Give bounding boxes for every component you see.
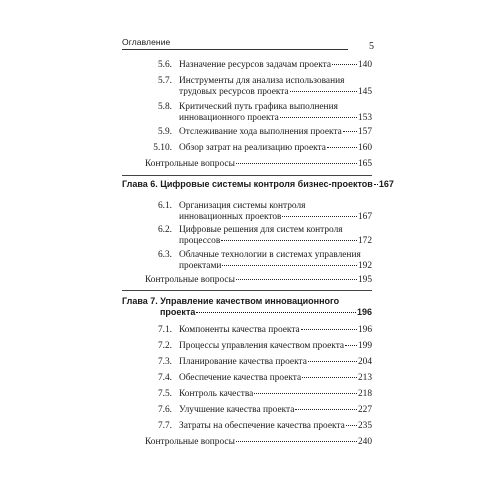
dot-leader: [236, 163, 357, 164]
toc-page-number: 167: [357, 211, 372, 222]
toc-entry-body: [179, 76, 372, 97]
dot-leader: [301, 329, 357, 330]
toc-entry-body: [179, 405, 372, 416]
toc-page-number: 227: [357, 405, 372, 415]
dot-leader: [327, 147, 357, 148]
toc-page-number: 240: [357, 437, 372, 447]
toc-entry-text: Контрольные вопросы: [145, 159, 235, 169]
toc-page-number: 160: [357, 143, 372, 153]
toc-entry-body: [179, 60, 372, 71]
toc-entry-text: Цифровые решения для систем контроля: [179, 225, 343, 235]
dot-leader: [280, 117, 357, 118]
toc-entry-body: [179, 102, 372, 123]
dot-leader: [290, 91, 357, 92]
toc-entry-body: [179, 421, 372, 432]
dot-leader: [295, 409, 357, 410]
dot-leader: [222, 265, 357, 266]
toc-chapter-entry[interactable]: [122, 179, 394, 190]
dot-leader: [345, 345, 357, 346]
toc-chapter-entry[interactable]: [122, 296, 372, 318]
section-number: 5.8.: [157, 102, 172, 112]
toc-page-number: 196: [356, 307, 372, 317]
dot-leader: [254, 393, 357, 394]
toc-page-number: 204: [357, 357, 372, 367]
dot-leader: [343, 131, 357, 132]
dot-leader: [308, 361, 357, 362]
toc-entry-text: Глава 6. Цифровые системы контроля бизнес-проектов: [122, 179, 373, 189]
section-number: 7.4.: [157, 373, 172, 383]
toc-entry-body: [145, 159, 372, 170]
toc-entry-text: Обзор затрат на реализацию проекта: [179, 143, 326, 153]
toc-page-number: 157: [357, 127, 372, 137]
toc-page-number: 167: [378, 179, 394, 189]
chapter-separator: [122, 290, 372, 291]
dot-leader: [374, 184, 378, 185]
toc-page-number: 140: [357, 60, 372, 70]
toc-entry-text: Улучшение качества проекта: [179, 405, 295, 415]
toc-entry-text: процессов: [179, 235, 221, 246]
section-number: 5.7.: [157, 76, 172, 86]
toc-entry-text: инновационных проектов: [179, 211, 282, 222]
toc-page-number: 172: [357, 235, 372, 246]
dot-leader: [196, 312, 356, 313]
toc-entry-text: Компоненты качества проекта: [179, 325, 300, 335]
chapter-separator: [122, 175, 372, 176]
toc-entry-body: [179, 225, 372, 246]
toc-page-number: 195: [357, 275, 372, 285]
toc-entry-text: Глава 7. Управление качеством инновационного: [122, 296, 340, 306]
dot-leader: [236, 441, 357, 442]
toc-entry-text: Инструменты для анализа использования: [179, 76, 345, 86]
section-number: 7.3.: [157, 357, 172, 367]
toc-entry-body: [145, 275, 372, 286]
section-number: 6.3.: [157, 250, 172, 260]
toc-entry-body: [179, 373, 372, 384]
dot-leader: [221, 240, 357, 241]
toc-page-number: 196: [357, 325, 372, 335]
dot-leader: [236, 279, 357, 280]
dot-leader: [302, 377, 357, 378]
toc-page-number: 213: [357, 373, 372, 383]
section-number: 5.10.: [153, 143, 172, 153]
header-rule: [122, 49, 348, 50]
page-header: [122, 37, 372, 51]
section-number: 7.6.: [157, 405, 172, 415]
toc-entry-text: Облачные технологии в системах управления: [179, 250, 361, 260]
section-number: 6.1.: [157, 201, 172, 211]
toc-entry-text: Планирование качества проекта: [179, 357, 307, 367]
toc-page-number: 192: [357, 260, 372, 271]
toc-page-number: 218: [357, 389, 372, 399]
toc-page-number: 165: [357, 159, 372, 169]
section-number: 7.2.: [157, 341, 172, 351]
section-number: 5.9.: [157, 127, 172, 137]
page-number: 5: [369, 41, 374, 52]
toc-entry-body: [179, 325, 372, 336]
toc-entry-body: [179, 341, 372, 352]
toc-entry-text: Процессы управления качеством проекта: [179, 341, 345, 351]
dot-leader: [346, 425, 357, 426]
section-number: 7.5.: [157, 389, 172, 399]
toc-entry-text: Затраты на обеспечение качества проекта: [179, 421, 345, 431]
toc-entry-text: инновационного проекта: [179, 112, 279, 123]
section-number: 5.6.: [157, 60, 172, 70]
toc-entry-text: Обеспечение качества проекта: [179, 373, 302, 383]
toc-entry-text: Отслеживание хода выполнения проекта: [179, 127, 342, 137]
toc-entry-body: [179, 357, 372, 368]
toc-entry-text: Организация системы контроля: [179, 201, 306, 211]
toc-page-number: 145: [357, 86, 372, 97]
toc-entry-body: [145, 437, 372, 448]
section-number: 7.7.: [157, 421, 172, 431]
toc-entry-text: Критический путь графика выполнения: [179, 102, 338, 112]
toc-entry-text: проекта: [160, 307, 196, 317]
toc-entry-text: Контроль качества: [179, 389, 254, 399]
toc-page-number: 153: [357, 112, 372, 123]
toc-entry-body: [179, 201, 372, 222]
toc-entry-text: Контрольные вопросы: [145, 437, 235, 447]
toc-entry-body: [179, 143, 372, 154]
toc-entry-body: [179, 127, 372, 138]
dot-leader: [332, 64, 357, 65]
toc-entry-text: трудовых ресурсов проекта: [179, 86, 289, 97]
section-number: 7.1.: [157, 325, 172, 335]
toc-page-number: 199: [357, 341, 372, 351]
toc-entry-text: проектами: [179, 260, 222, 271]
dot-leader: [282, 216, 356, 217]
toc-entry-body: [179, 389, 372, 400]
toc-entry-text: Контрольные вопросы: [145, 275, 235, 285]
running-title: Оглавление: [122, 37, 171, 47]
toc-page-number: 235: [357, 421, 372, 431]
section-number: 6.2.: [157, 225, 172, 235]
toc-entry-text: Назначение ресурсов задачам проекта: [179, 60, 332, 70]
toc-entry-body: [179, 250, 372, 271]
